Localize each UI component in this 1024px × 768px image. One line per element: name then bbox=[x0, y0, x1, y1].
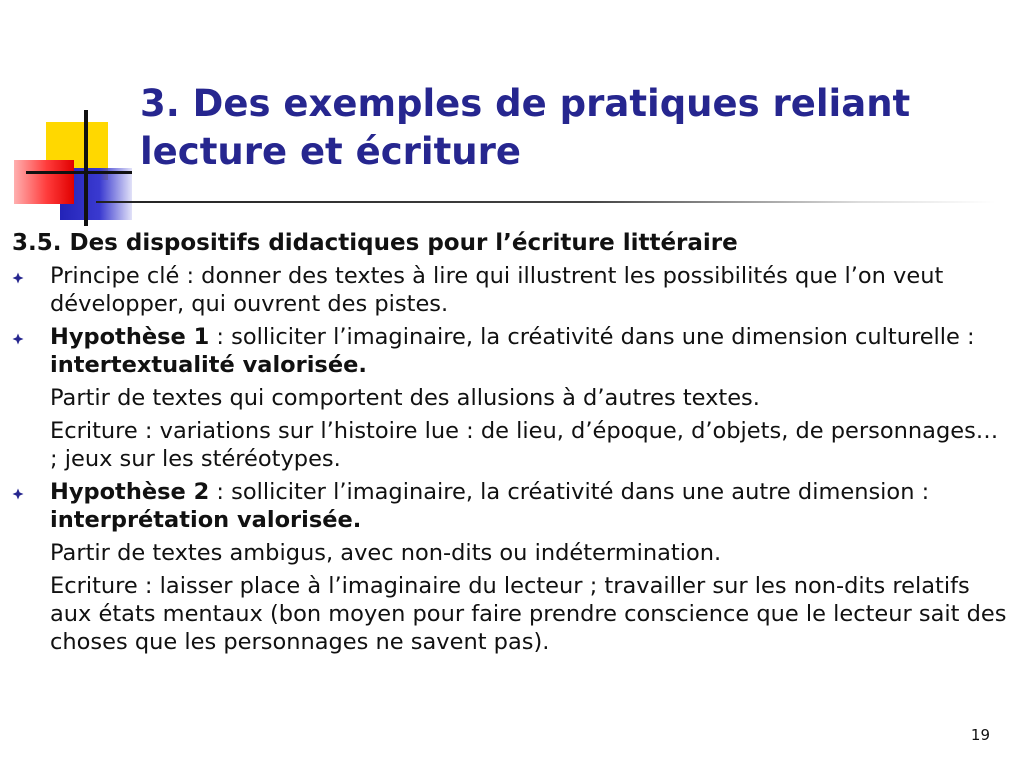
page-number: 19 bbox=[970, 726, 990, 744]
bullet-paragraph: Partir de textes qui comportent des allusions à d’autres textes. bbox=[50, 385, 760, 411]
bullet-diamond-icon bbox=[12, 488, 24, 500]
bullet-paragraph: Ecriture : variations sur l’histoire lue : de lieu, d’époque, d’objets, de personnages… ; jeux sur les stéréotypes. bbox=[50, 418, 999, 472]
bullet-emphasis: intertextualité valorisée. bbox=[50, 352, 367, 378]
bullet-diamond-icon bbox=[12, 333, 24, 345]
bullet-emphasis: interprétation valorisée. bbox=[50, 507, 362, 533]
slide-title: 3. Des exemples de pratiques reliant lecture et écriture bbox=[140, 82, 911, 173]
slide-content bbox=[12, 228, 1012, 661]
bullet-text: Principe clé : donner des textes à lire qui illustrent les possibilités que l’on veut développer, qui ouvrent des pistes. bbox=[50, 263, 944, 317]
bullet-text: : solliciter l’imaginaire, la créativité dans une autre dimension : bbox=[209, 479, 930, 505]
bullet-label: Hypothèse 1 bbox=[50, 324, 210, 350]
bullet-diamond-icon bbox=[12, 272, 24, 284]
bullet-item-principe bbox=[12, 262, 1012, 318]
logo-red-square bbox=[14, 160, 74, 204]
bullet-paragraph: Partir de textes ambigus, avec non-dits ou indétermination. bbox=[50, 540, 722, 566]
logo-vertical-bar bbox=[84, 110, 88, 226]
bullet-text: : solliciter l’imaginaire, la créativité dans une dimension culturelle : bbox=[209, 324, 975, 350]
slide-logo-decoration bbox=[0, 0, 150, 230]
logo-horizontal-bar bbox=[26, 171, 132, 174]
title-divider bbox=[96, 201, 996, 203]
bullet-item-hypothese-1 bbox=[12, 323, 1012, 379]
bullet-item-hypothese-2 bbox=[12, 478, 1012, 534]
bullet-paragraph: Ecriture : laisser place à l’imaginaire du lecteur ; travailler sur les non-dits relatifs aux états mentaux (bon moyen pour faire prendre conscience que le lecteur sait des choses que les personnages ne savent pas). bbox=[50, 573, 1007, 655]
bullet-label: Hypothèse 2 bbox=[50, 479, 210, 505]
slide-subtitle: 3.5. Des dispositifs didactiques pour l’écriture littéraire bbox=[12, 230, 738, 256]
